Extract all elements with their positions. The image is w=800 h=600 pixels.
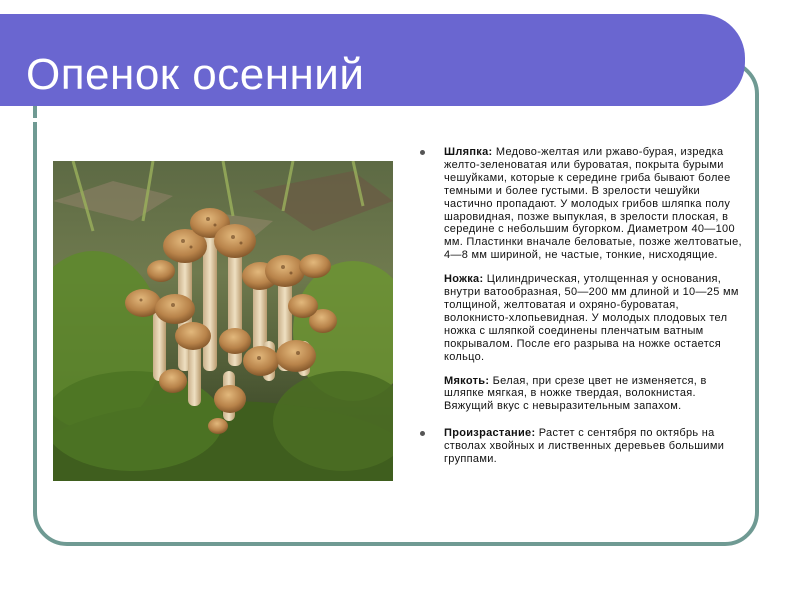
mushroom-photo	[53, 161, 393, 481]
title-bar	[0, 14, 745, 106]
paragraph-stem	[420, 273, 745, 363]
text-stem: Цилиндрическая, утолщенная у основания, внутри ватообразная, 50—200 мм длиной и 10—25 мм толщиной, желтоватая и охряно-буроватая, волокнисто-хлопьевидная. У молодых плодовых тел ножка с шляпкой соединены пленчатым ватным покрывалом. После его разрыва на ножке остается кольцо.	[444, 273, 739, 363]
bullet-icon	[420, 150, 425, 155]
bullet-icon	[420, 431, 425, 436]
title-underline	[0, 118, 708, 122]
paragraph-cap	[420, 146, 745, 262]
paragraph-habitat	[420, 427, 745, 466]
text-habitat: Растет с сентября по октябрь на стволах хвойных и лиственных деревьев большими группами.	[444, 427, 725, 466]
label-habitat: Произрастание:	[444, 427, 536, 440]
label-flesh: Мякоть:	[444, 374, 490, 387]
description-text	[420, 146, 745, 477]
label-stem: Ножка:	[444, 273, 484, 286]
slide-title: Опенок осенний	[26, 50, 365, 99]
mushroom-cluster-icon	[53, 161, 393, 481]
paragraph-flesh	[420, 375, 745, 414]
text-cap: Медово-желтая или ржаво-бурая, изредка желто-зеленоватая или буроватая, покрыта бурыми чешуйками, которые к середине гриба бывают более темными и более густыми. В зрелости чешуйки частично пропадают. У молодых грибов шляпка полу шаровидная, позже выпуклая, в зрелости плоская, в середине с небольшим бугорком. Диаметром 40—100 мм. Пластинки вначале беловатые, позже желтоватые, 4—8 мм шириной, не частые, тонкие, нисходящие.	[444, 146, 742, 262]
label-cap: Шляпка:	[444, 146, 493, 158]
text-flesh: Белая, при срезе цвет не изменяется, в шляпке мягкая, в ножке твердая, волокнистая. Вяжущий вкус с невыразительным запахом.	[444, 374, 707, 413]
